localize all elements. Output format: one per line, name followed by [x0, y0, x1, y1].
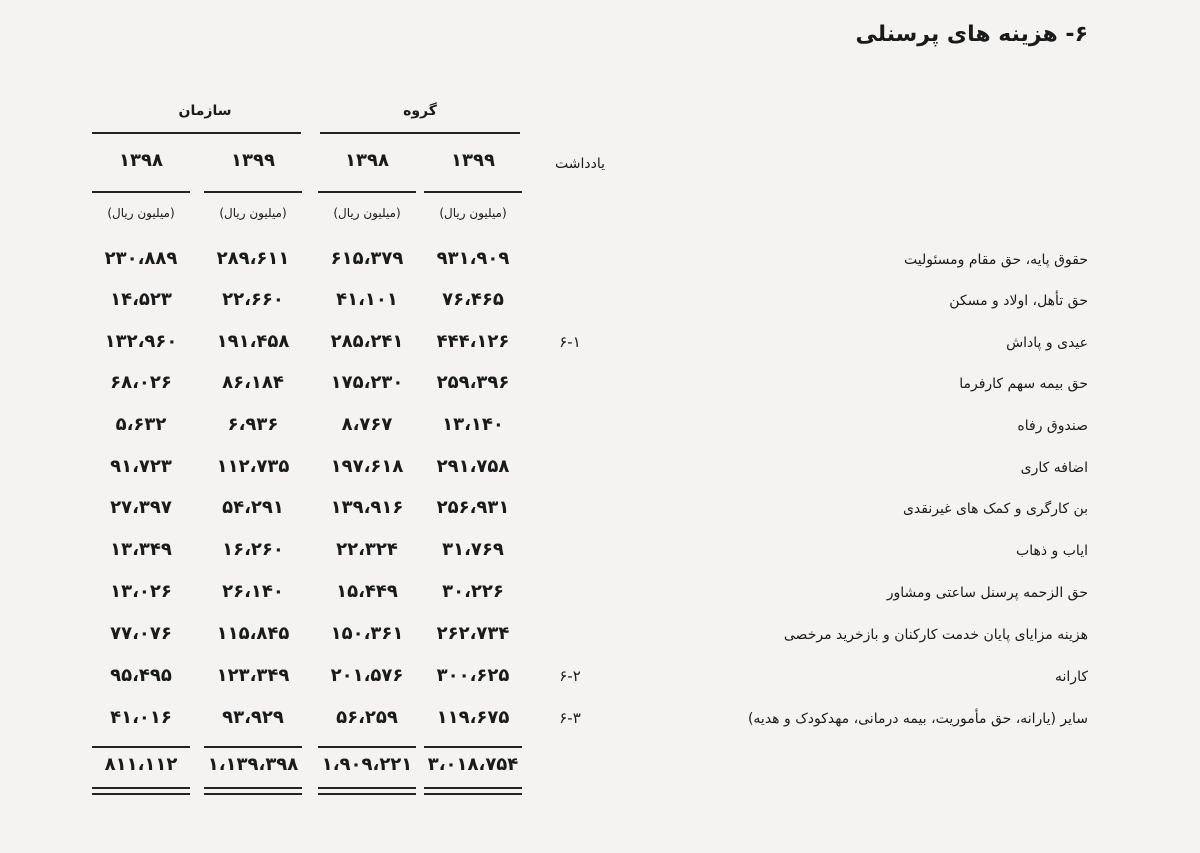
group-1399-value: ۹۳۱،۹۰۹ — [436, 248, 510, 269]
org-1399-value: ۱۱۵،۸۴۵ — [216, 623, 290, 644]
note-ref: ۶-۲ — [559, 667, 581, 685]
year-underline — [424, 191, 522, 193]
org-1398-value: ۱۳،۳۴۹ — [110, 539, 172, 560]
org-1398-value: ۵،۶۳۲ — [115, 414, 167, 435]
group-1399-value: ۱۱۹،۶۷۵ — [436, 707, 510, 728]
group-1398-value: ۱۷۵،۲۳۰ — [330, 372, 404, 393]
group-1398-value: ۱۹۷،۶۱۸ — [330, 456, 404, 477]
org-1398-value: ۹۵،۴۹۵ — [110, 665, 172, 686]
row-label: کارانه — [1055, 669, 1088, 685]
org-1398-value: ۶۸،۰۲۶ — [110, 372, 172, 393]
group-1398-value: ۱۵۰،۳۶۱ — [330, 623, 404, 644]
organization-header: سازمان — [178, 103, 232, 119]
table-row — [0, 331, 1200, 371]
sum-line — [204, 746, 302, 748]
group-1399-value: ۲۶۲،۷۳۴ — [436, 623, 510, 644]
org-1399-total: ۱،۱۳۹،۳۹۸ — [207, 754, 299, 775]
group-1399-value: ۳۱،۷۶۹ — [442, 539, 504, 560]
table-row — [0, 539, 1200, 579]
double-underline — [424, 787, 522, 795]
org-1399-value: ۱۱۲،۷۳۵ — [216, 456, 290, 477]
table-row — [0, 497, 1200, 537]
group-1398-value: ۸،۷۶۷ — [341, 414, 393, 435]
organization-underline — [92, 132, 301, 134]
org-1398-value: ۹۱،۷۲۳ — [110, 456, 172, 477]
row-label: حق تأهل، اولاد و مسکن — [949, 293, 1088, 309]
org-1398-value: ۲۳۰،۸۸۹ — [104, 248, 178, 269]
row-label: سایر (یارانه، حق مأموریت، بیمه درمانی، مهدکودک و هدیه) — [747, 711, 1088, 727]
org-1399-value: ۱۶،۲۶۰ — [222, 539, 284, 560]
org-1399-value: ۱۲۳،۳۴۹ — [216, 665, 290, 686]
year-underline — [318, 191, 416, 193]
double-underline — [204, 787, 302, 795]
org-1399-value: ۸۶،۱۸۴ — [222, 372, 284, 393]
org-1398-value: ۲۷،۳۹۷ — [110, 497, 172, 518]
org-1399-value: ۱۹۱،۴۵۸ — [216, 331, 290, 352]
org-1398-total: ۸۱۱،۱۱۲ — [104, 754, 178, 775]
group-1398-value: ۲۲،۳۲۴ — [336, 539, 398, 560]
group-1399-total: ۳،۰۱۸،۷۵۴ — [427, 754, 519, 775]
row-label: حق الزحمه پرسنل ساعتی ومشاور — [886, 585, 1088, 601]
row-label: بن کارگری و کمک های غیرنقدی — [902, 501, 1088, 517]
row-label: صندوق رفاه — [1017, 418, 1088, 434]
row-label: عیدی و پاداش — [1006, 335, 1088, 351]
table-row — [0, 248, 1200, 288]
group-1399-value: ۲۹۱،۷۵۸ — [436, 456, 510, 477]
group-1399-value: ۱۳،۱۴۰ — [442, 414, 504, 435]
org-1398-value: ۴۱،۰۱۶ — [110, 707, 172, 728]
org-1399-value: ۹۳،۹۲۹ — [222, 707, 284, 728]
unit-label: (میلیون ریال) — [107, 206, 175, 220]
group-1398-value: ۵۶،۲۵۹ — [336, 707, 398, 728]
double-underline — [92, 787, 190, 795]
sum-line — [92, 746, 190, 748]
group-1399-value: ۳۰،۲۲۶ — [442, 581, 504, 602]
group-header: گروه — [403, 103, 437, 119]
table-row — [0, 414, 1200, 454]
year-underline — [92, 191, 190, 193]
group-year-1398: ۱۳۹۸ — [345, 150, 389, 171]
org-year-1398: ۱۳۹۸ — [119, 150, 163, 171]
unit-label: (میلیون ریال) — [439, 206, 507, 220]
group-1398-value: ۶۱۵،۳۷۹ — [330, 248, 404, 269]
group-1399-value: ۳۰۰،۶۲۵ — [436, 665, 510, 686]
row-label: حق بیمه سهم کارفرما — [959, 376, 1088, 392]
group-1399-value: ۲۵۹،۳۹۶ — [436, 372, 510, 393]
group-year-1399: ۱۳۹۹ — [451, 150, 495, 171]
row-label: هزینه مزایای پایان خدمت کارکنان و بازخرید مرخصی — [783, 627, 1088, 643]
table-row — [0, 665, 1200, 705]
note-ref: ۶-۳ — [559, 709, 581, 727]
table-row — [0, 623, 1200, 663]
row-label: حقوق پایه، حق مقام ومسئولیت — [903, 252, 1088, 268]
group-1399-value: ۷۶،۴۶۵ — [442, 289, 504, 310]
year-underline — [204, 191, 302, 193]
sum-line — [424, 746, 522, 748]
org-1399-value: ۲۲،۶۶۰ — [222, 289, 284, 310]
double-underline — [318, 787, 416, 795]
org-1398-value: ۱۳،۰۲۶ — [110, 581, 172, 602]
row-label: اضافه کاری — [1020, 460, 1088, 476]
org-1398-value: ۱۴،۵۲۳ — [110, 289, 172, 310]
row-label: ایاب و ذهاب — [1016, 543, 1088, 559]
org-1399-value: ۲۸۹،۶۱۱ — [216, 248, 290, 269]
org-1399-value: ۲۶،۱۴۰ — [222, 581, 284, 602]
unit-label: (میلیون ریال) — [333, 206, 401, 220]
table-row — [0, 707, 1200, 747]
sum-line — [318, 746, 416, 748]
note-ref: ۶-۱ — [559, 333, 581, 351]
org-1398-value: ۷۷،۰۷۶ — [110, 623, 172, 644]
note-column-header: یادداشت — [555, 156, 605, 172]
group-1398-value: ۴۱،۱۰۱ — [336, 289, 398, 310]
org-1399-value: ۵۴،۲۹۱ — [222, 497, 284, 518]
table-row — [0, 372, 1200, 412]
group-1398-total: ۱،۹۰۹،۲۲۱ — [321, 754, 413, 775]
table-row — [0, 289, 1200, 329]
org-1399-value: ۶،۹۳۶ — [227, 414, 279, 435]
group-underline — [320, 132, 520, 134]
org-year-1399: ۱۳۹۹ — [231, 150, 275, 171]
table-row — [0, 456, 1200, 496]
group-1398-value: ۱۵،۴۴۹ — [336, 581, 398, 602]
group-1399-value: ۴۴۴،۱۲۶ — [436, 331, 510, 352]
page-title: ۶- هزینه های پرسنلی — [855, 22, 1088, 47]
unit-label: (میلیون ریال) — [219, 206, 287, 220]
group-1398-value: ۲۸۵،۲۴۱ — [330, 331, 404, 352]
group-1398-value: ۲۰۱،۵۷۶ — [330, 665, 404, 686]
org-1398-value: ۱۳۲،۹۶۰ — [104, 331, 178, 352]
group-1399-value: ۲۵۶،۹۳۱ — [436, 497, 510, 518]
group-1398-value: ۱۳۹،۹۱۶ — [330, 497, 404, 518]
table-row — [0, 581, 1200, 621]
